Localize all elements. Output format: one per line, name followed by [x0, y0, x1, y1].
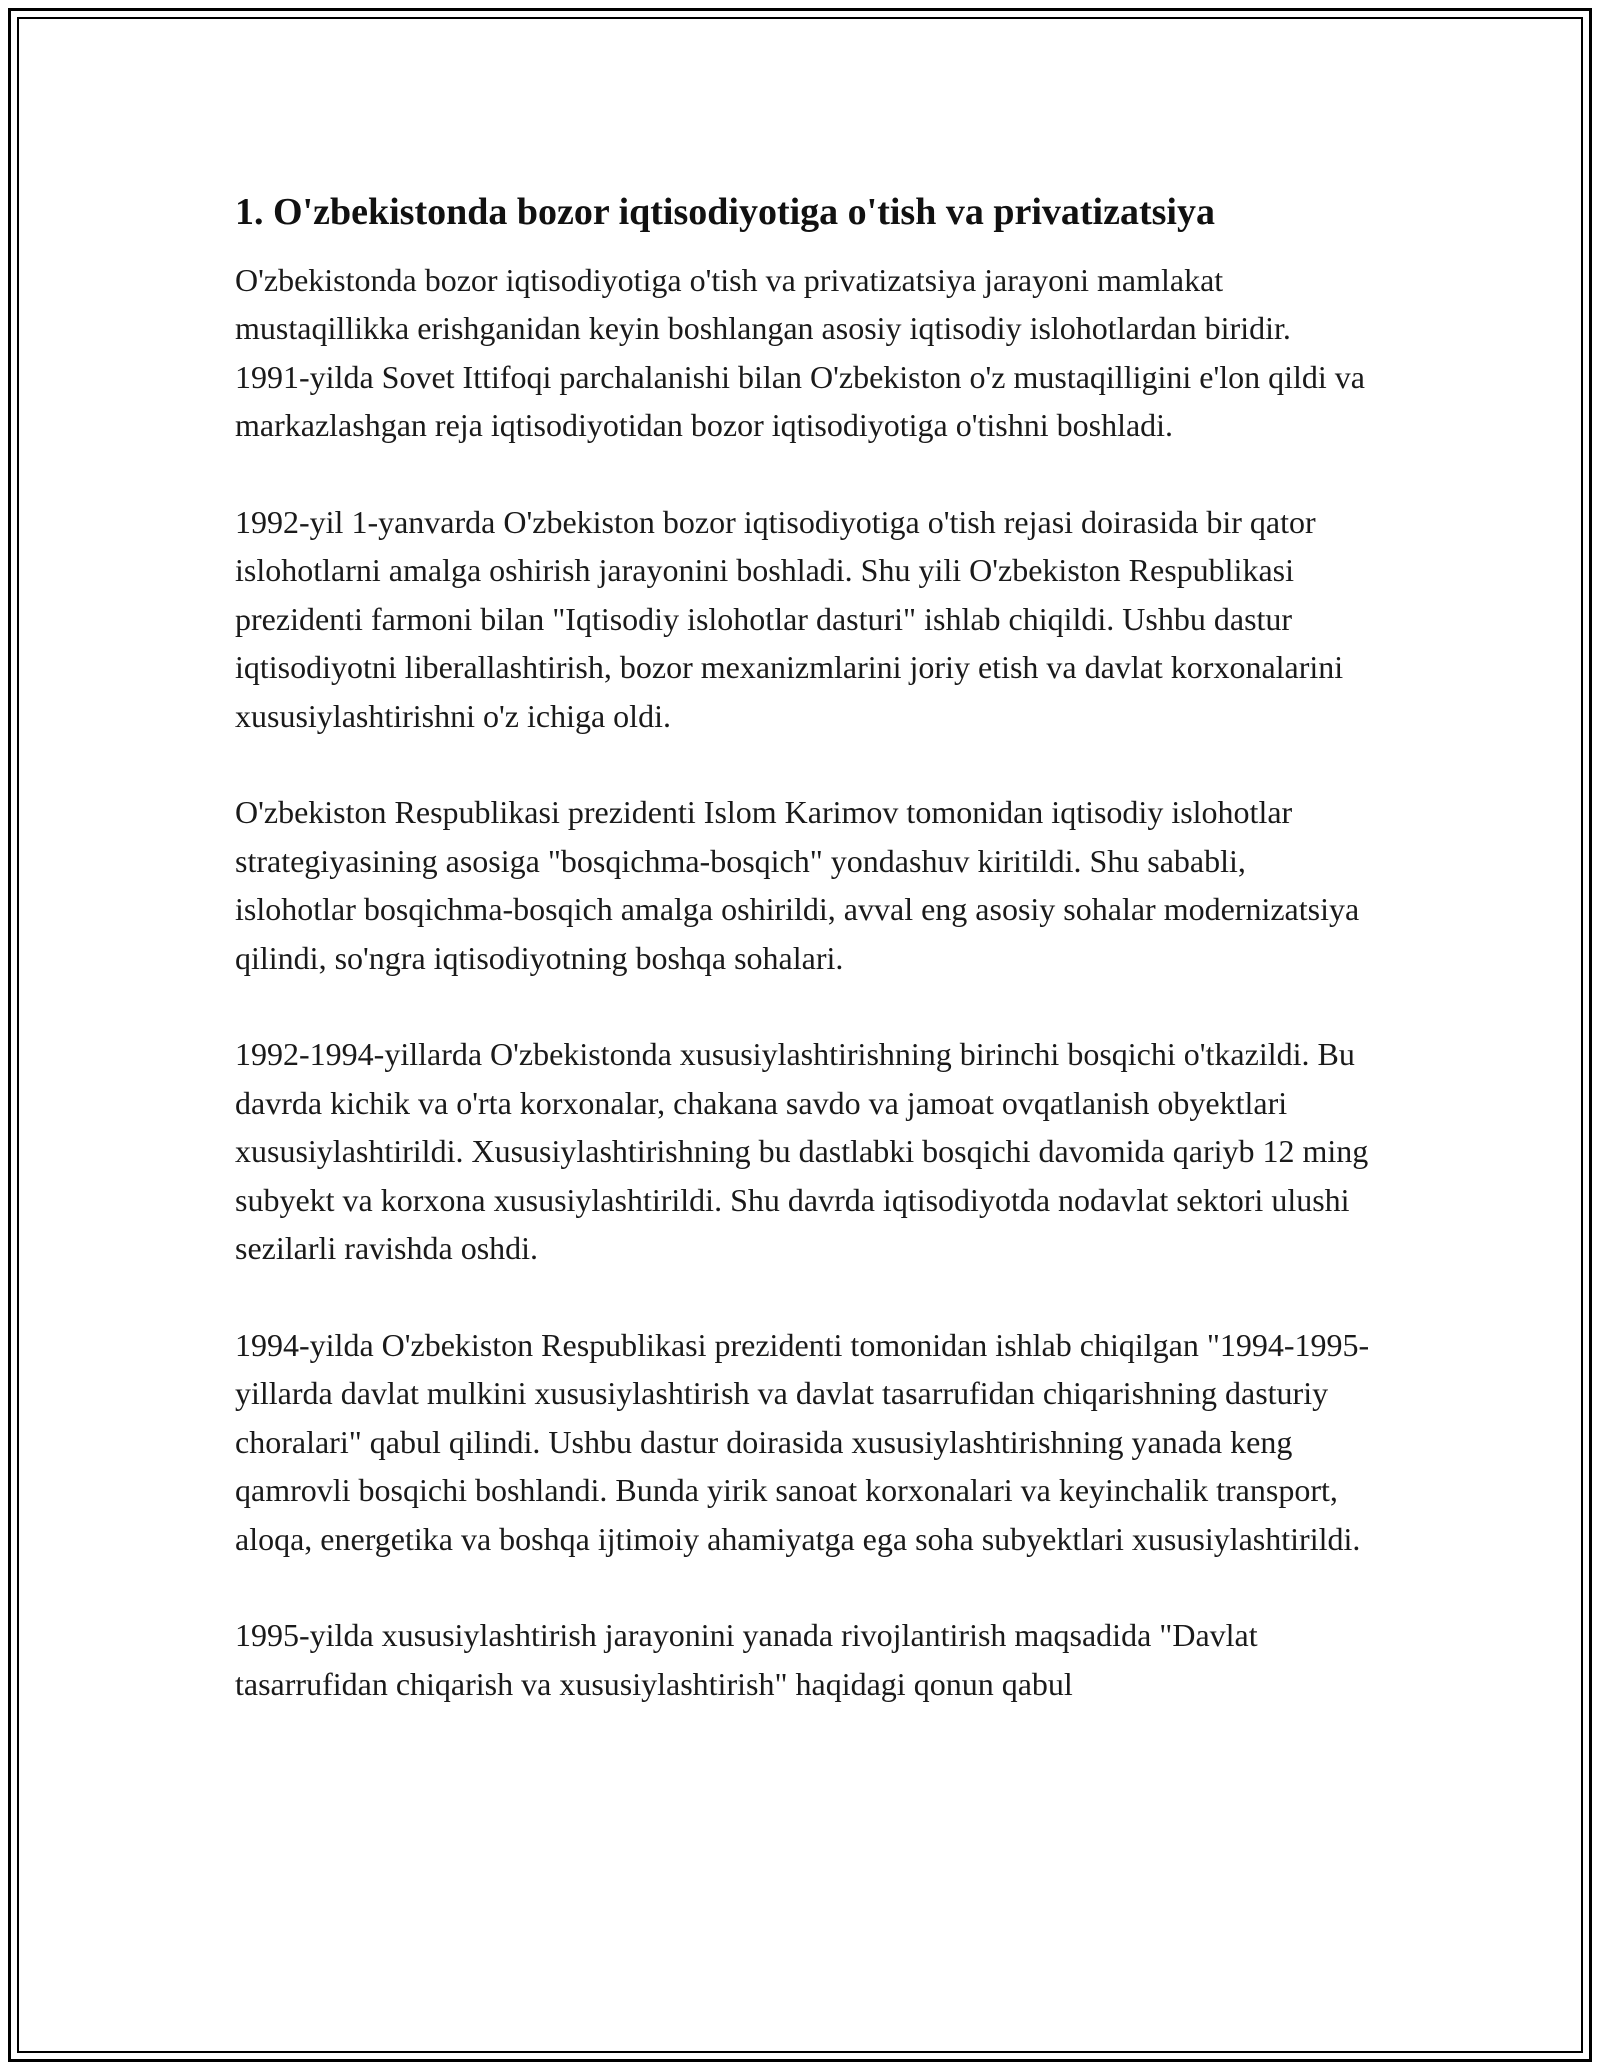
document-body — [235, 188, 1370, 1757]
paragraph-2: 1992-yil 1-yanvarda O'zbekiston bozor iqtisodiyotiga o'tish rejasi doirasida bir qator islohotlarni amalga oshirish jarayonini boshladi. Shu yili O'zbekiston Respublikasi prezidenti farmoni bilan "Iqtisodiy islohotlar dasturi" ishlab chiqildi. Ushbu dastur iqtisodiyotni liberallashtirish, bozor mexanizmlarini joriy etish va davlat korxonalarini xususiylashtirishni o'z ichiga oldi. — [235, 504, 1344, 734]
paragraph-1: O'zbekistonda bozor iqtisodiyotiga o'tish va privatizatsiya jarayoni mamlakat mustaqillikka erishganidan keyin boshlangan asosiy iqtisodiy islohotlardan biridir. 1991-yilda Sovet Ittifoqi parchalanishi bilan O'zbekiston o'z mustaqilligini e'lon qildi va markazlashgan reja iqtisodiyotidan bozor iqtisodiyotiga o'tishni boshladi. — [235, 262, 1365, 444]
paragraph-6: 1995-yilda xususiylashtirish jarayonini yanada rivojlantirish maqsadida "Davlat tasarrufidan chiqarish va xususiylashtirish" haqidagi qonun qabul — [235, 1617, 1258, 1702]
document-title: 1. O'zbekistonda bozor iqtisodiyotiga o'tish va privatizatsiya — [235, 191, 1215, 233]
paragraph-4: 1992-1994-yillarda O'zbekistonda xususiylashtirishning birinchi bosqichi o'tkazildi. Bu davrda kichik va o'rta korxonalar, chakana savdo va jamoat ovqatlanish obyektlari xususiylashtirildi. Xususiylashtirishning bu dastlabki bosqichi davomida qariyb 12 ming subyekt va korxona xususiylashtirildi. Shu davrda iqtisodiyotda nodavlat sektori ulushi sezilarli ravishda oshdi. — [235, 1036, 1369, 1267]
paragraph-3: O'zbekiston Respublikasi prezidenti Islom Karimov tomonidan iqtisodiy islohotlar strategiyasining asosiga "bosqichma-bosqich" yondashuv kiritildi. Shu sababli, islohotlar bosqichma-bosqich amalga oshirildi, avval eng asosiy sohalar modernizatsiya qilindi, so'ngra iqtisodiyotning boshqa sohalari. — [235, 794, 1360, 976]
paragraph-5: 1994-yilda O'zbekiston Respublikasi prezidenti tomonidan ishlab chiqilgan "1994-1995-yillarda davlat mulkini xususiylashtirish va davlat tasarrufidan chiqarishning dasturiy choralari" qabul qilindi. Ushbu dastur doirasida xususiylashtirishning yanada keng qamrovli bosqichi boshlandi. Bunda yirik sanoat korxonalari va keyinchalik transport, aloqa, energetika va boshqa ijtimoiy ahamiyatga ega soha subyektlari xususiylashtirildi. — [235, 1326, 1370, 1557]
